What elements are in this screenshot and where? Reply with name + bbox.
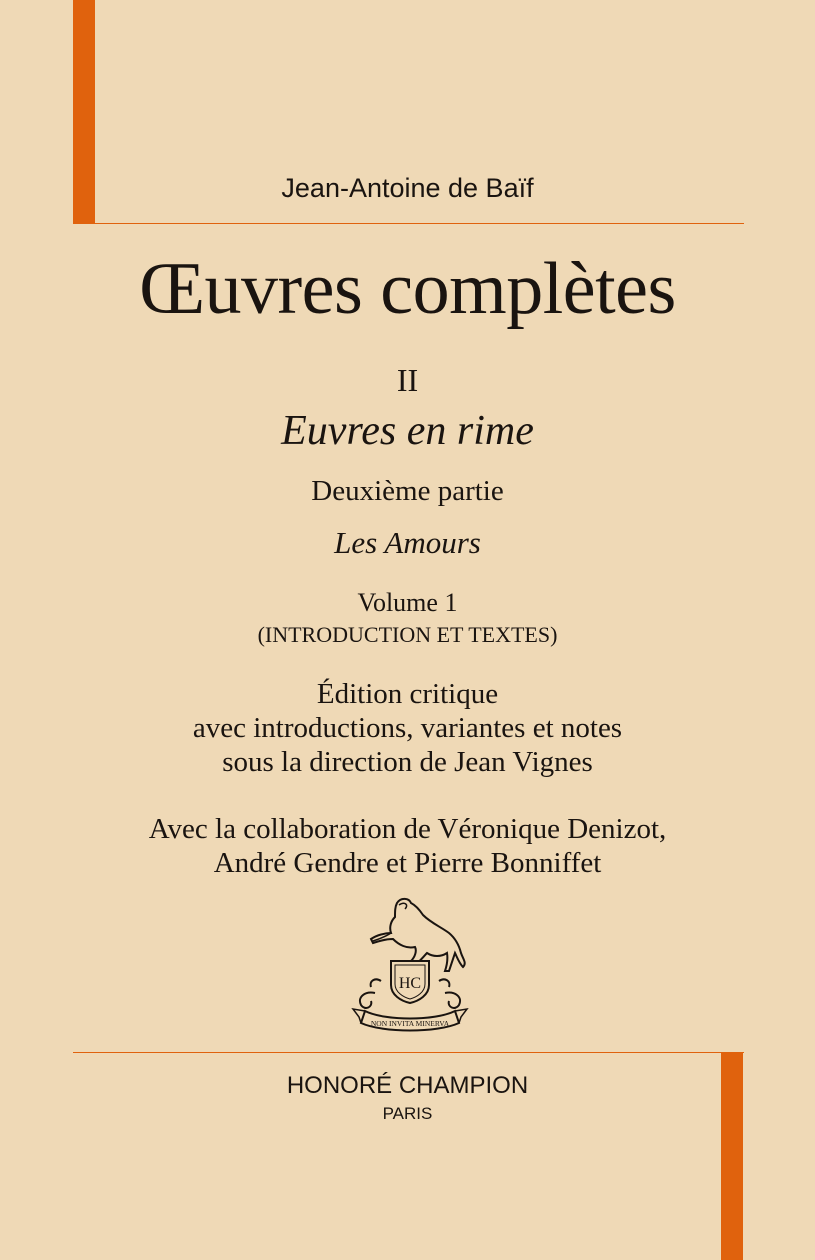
part-label: Deuxième partie [311, 475, 504, 507]
author-name: Jean-Antoine de Baïf [281, 173, 534, 203]
publisher-city: PARIS [382, 1104, 433, 1123]
tome-number: II [396, 362, 419, 398]
emblem-motto: NON INVITA MINERVA [370, 1019, 450, 1028]
book-subtitle: Euvres en rime [281, 408, 534, 454]
edition-line: sous la direction de Jean Vignes [222, 746, 593, 778]
publisher-name: HONORÉ CHAMPION [286, 1072, 529, 1099]
collaboration-line: André Gendre et Pierre Bonniffet [213, 847, 602, 879]
volume-label: Volume 1 [357, 588, 458, 617]
divider-bottom [73, 1052, 744, 1053]
divider-top [73, 223, 744, 224]
collaboration-line: Avec la collaboration de Véronique Denizot, [148, 813, 667, 845]
horse-crest-emblem-icon [345, 893, 475, 1038]
volume-note: (INTRODUCTION ET TEXTES) [257, 622, 558, 647]
edition-line: avec introductions, variantes et notes [192, 712, 623, 744]
work-title: Les Amours [334, 525, 481, 560]
book-title: Œuvres complètes [139, 248, 676, 330]
edition-line: Édition critique [316, 678, 499, 710]
emblem-monogram: HC [398, 975, 422, 992]
